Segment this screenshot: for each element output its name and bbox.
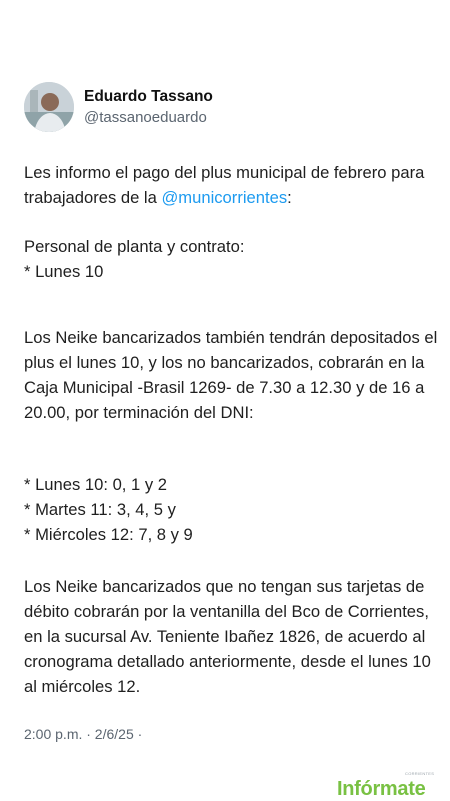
intro-text: Les informo el pago del plus municipal de febrero para trabajadores de la xyxy=(24,163,425,207)
mention-link[interactable]: @municorrientes xyxy=(161,188,288,207)
tweet-staff: Personal de planta y contrato: * Lunes 10 xyxy=(24,237,245,281)
watermark-logo: Infórmate xyxy=(337,778,426,800)
author-name[interactable]: Eduardo Tassano xyxy=(84,88,213,105)
tweet-timestamp[interactable]: 2:00 p.m. · 2/6/25 · xyxy=(24,726,143,742)
tweet-neike: Los Neike bancarizados también tendrán depositados el plus el lunes 10, y los no bancarizados, cobrarán en la Caja Municipal -Brasil 1269- de 7.30 a 12.30 y de 16 a 20.00, por terminación del DNI: xyxy=(24,328,438,422)
watermark-tag: CORRIENTES xyxy=(405,771,435,776)
author-handle[interactable]: @tassanoeduardo xyxy=(84,109,207,126)
tweet-intro xyxy=(24,160,444,210)
author-avatar[interactable] xyxy=(24,82,74,132)
avatar-photo-icon xyxy=(24,82,74,132)
tweet-closing: Los Neike bancarizados que no tengan sus tarjetas de débito cobrarán por la ventanilla del Bco de Corrientes, en la sucursal Av. Teniente Ibañez 1826, de acuerdo al cronograma detallado anteriormente, desde el lunes 10 al miércoles 12. xyxy=(24,577,431,696)
intro-colon: : xyxy=(287,188,292,207)
tweet-schedule: * Lunes 10: 0, 1 y 2 * Martes 11: 3, 4, 5 y * Miércoles 12: 7, 8 y 9 xyxy=(24,475,193,544)
